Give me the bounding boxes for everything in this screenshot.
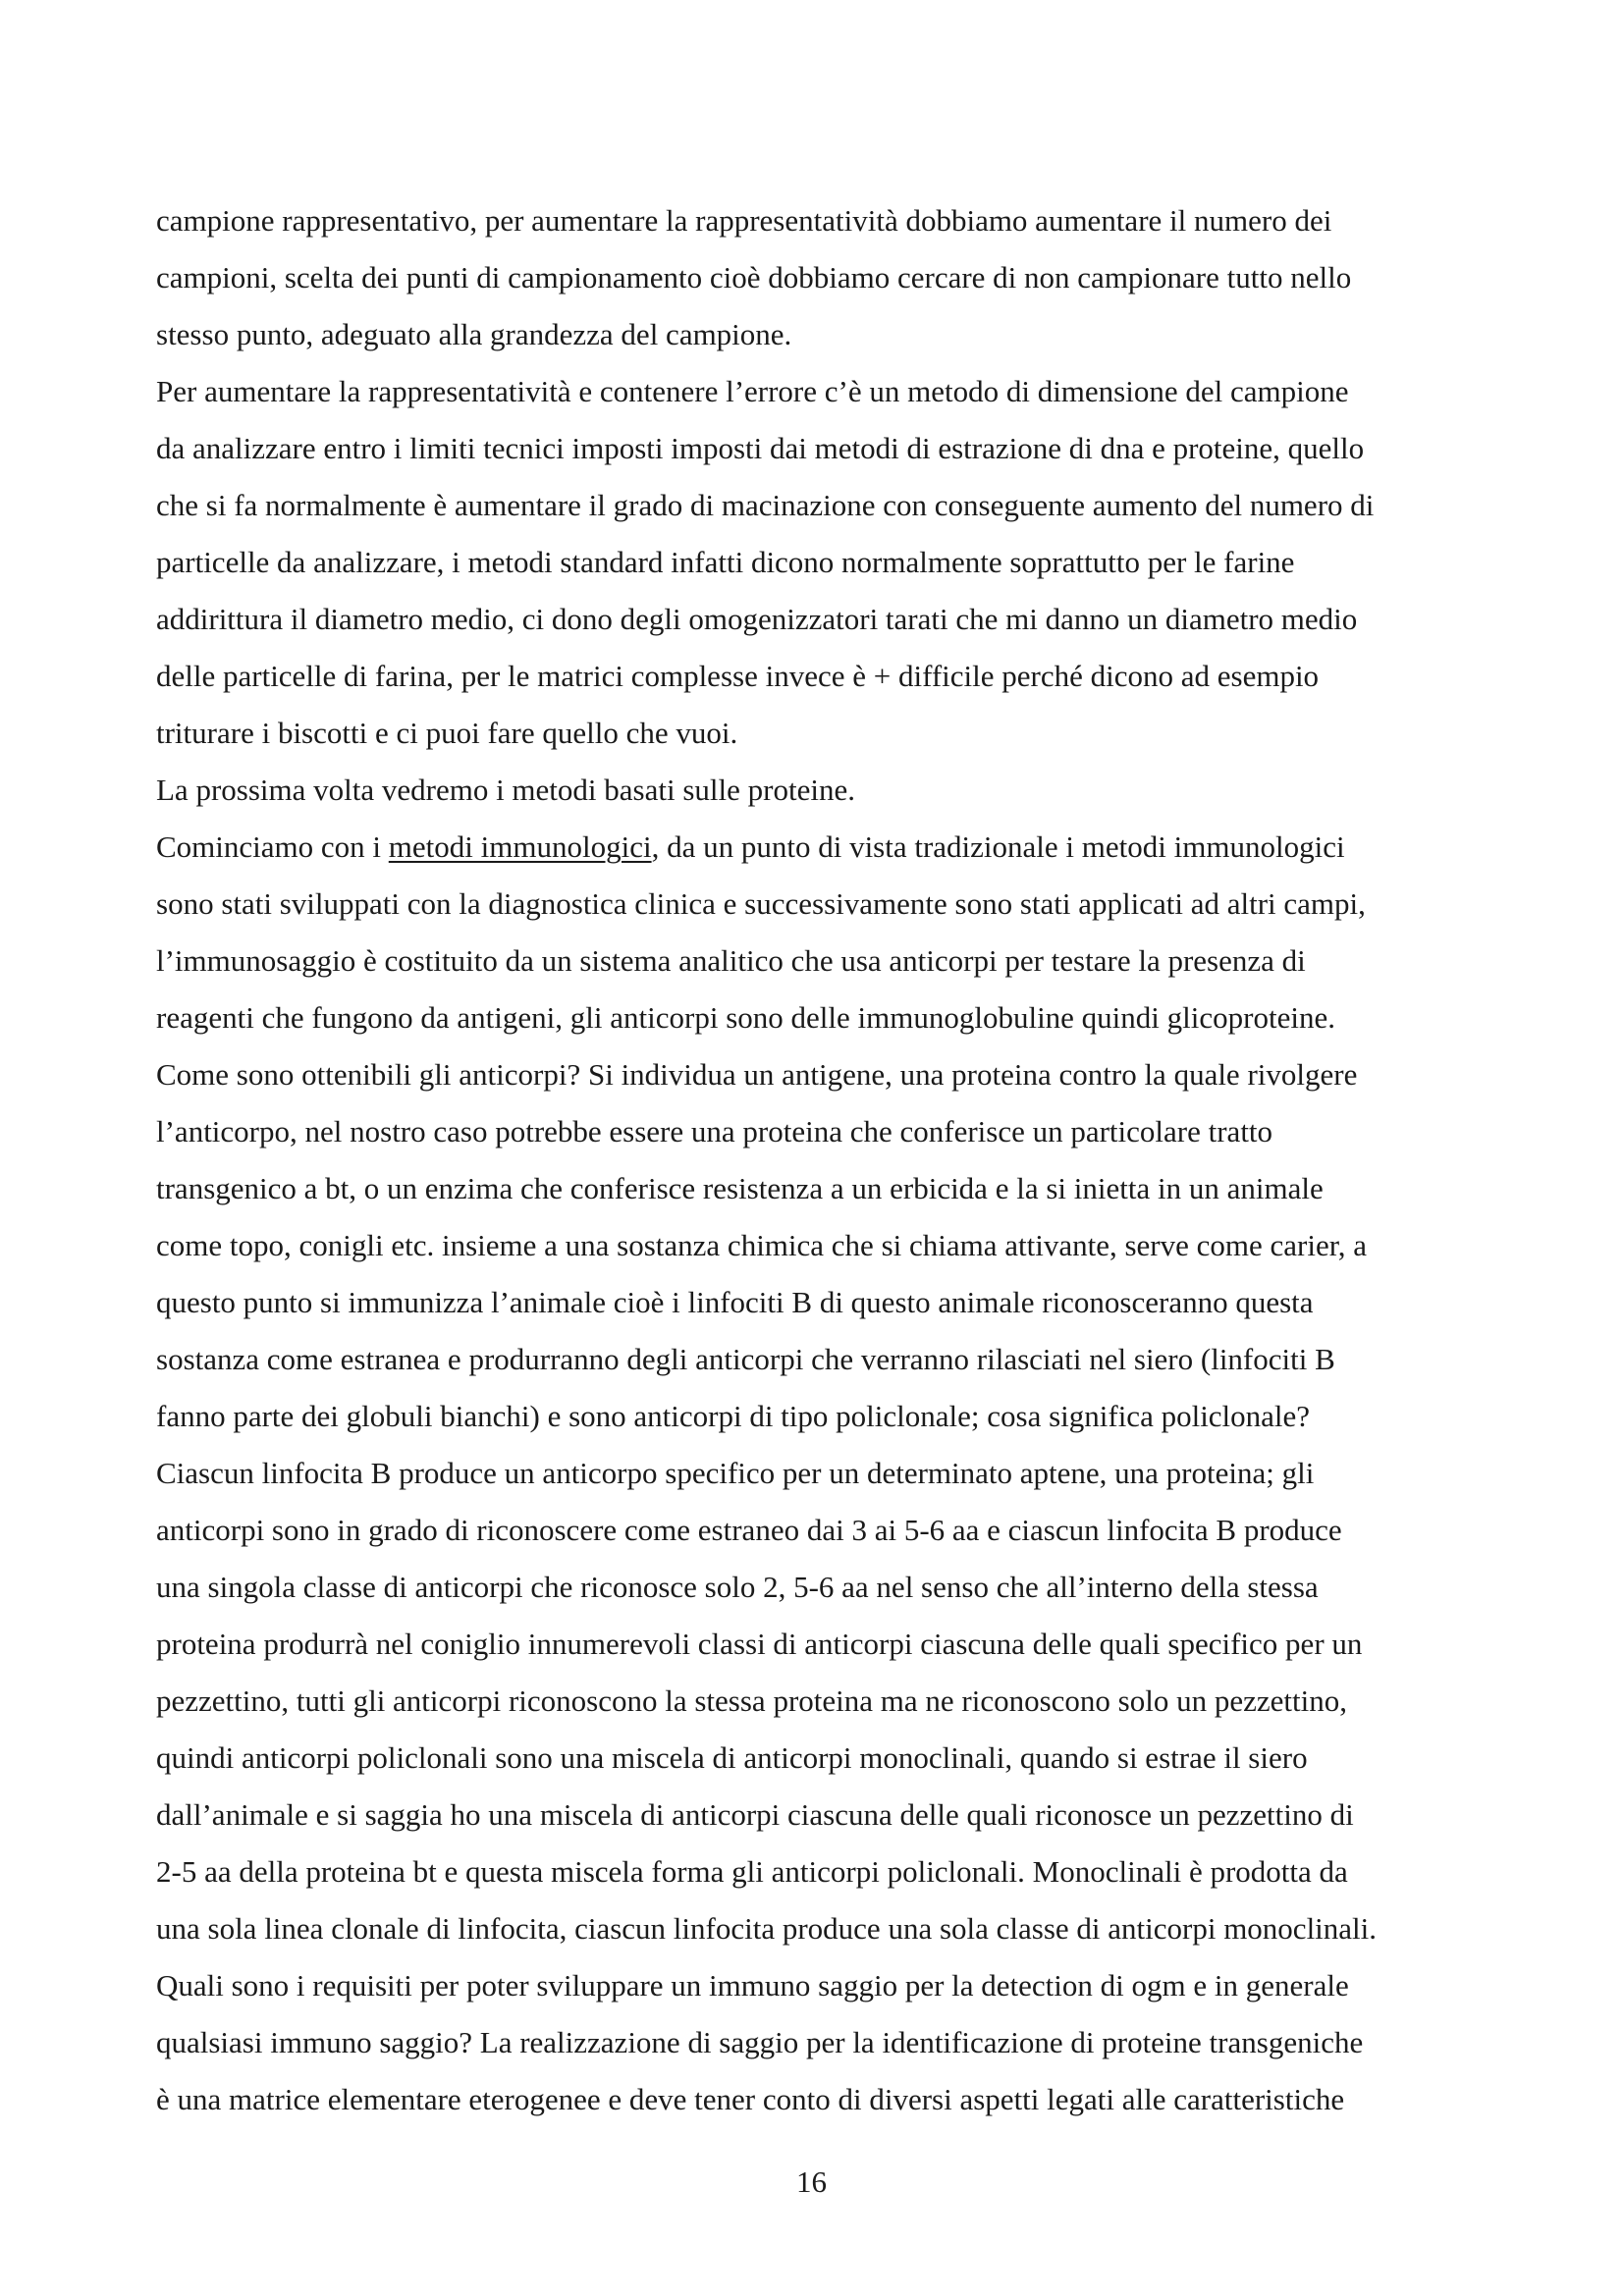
text-line: Per aumentare la rappresentatività e contenere l’errore c’è un metodo di dimensione del campione xyxy=(156,374,1349,408)
text-line: proteina produrrà nel coniglio innumerevoli classi di anticorpi ciascuna delle quali specifico per un xyxy=(156,1627,1363,1661)
text-line: addirittura il diametro medio, ci dono degli omogenizzatori tarati che mi danno un diametro medio xyxy=(156,602,1358,636)
text-line: stesso punto, adeguato alla grandezza del campione. xyxy=(156,317,792,351)
underlined-term: metodi immunologici xyxy=(388,829,652,864)
text-line: fanno parte dei globuli bianchi) e sono anticorpi di tipo policlonale; cosa significa policlonale? xyxy=(156,1399,1311,1433)
text-line: una sola linea clonale di linfocita, ciascun linfocita produce una sola classe di anticorpi monoclinali. xyxy=(156,1911,1378,1946)
text-line: come topo, conigli etc. insieme a una sostanza chimica che si chiama attivante, serve come carier, a xyxy=(156,1228,1368,1262)
body-text xyxy=(156,192,1477,2128)
text-line: è una matrice elementare eterogenee e deve tener conto di diversi aspetti legati alle caratteristiche xyxy=(156,2082,1345,2116)
text-line: sono stati sviluppati con la diagnostica clinica e successivamente sono stati applicati ad altri campi, xyxy=(156,886,1366,921)
text-line: 2-5 aa della proteina bt e questa miscela forma gli anticorpi policlonali. Monoclinali è prodotta da xyxy=(156,1854,1348,1889)
text-line: transgenico a bt, o un enzima che conferisce resistenza a un erbicida e la si inietta in un animale xyxy=(156,1171,1324,1205)
text-line: Ciascun linfocita B produce un anticorpo specifico per un determinato aptene, una proteina; gli xyxy=(156,1456,1315,1490)
text-line-immunologici xyxy=(156,819,1477,876)
text-line: anticorpi sono in grado di riconoscere come estraneo dai 3 ai 5-6 aa e ciascun linfocita B produce xyxy=(156,1513,1342,1547)
text-line: una singola classe di anticorpi che riconosce solo 2, 5-6 aa nel senso che all’interno della stessa xyxy=(156,1570,1319,1604)
text-line: l’anticorpo, nel nostro caso potrebbe essere una proteina che conferisce un particolare tratto xyxy=(156,1114,1273,1148)
text-line: da analizzare entro i limiti tecnici imposti imposti dai metodi di estrazione di dna e proteine, quello xyxy=(156,431,1365,465)
text-segment: Cominciamo con i xyxy=(156,829,389,864)
text-line: qualsiasi immuno saggio? La realizzazione di saggio per la identificazione di proteine transgeniche xyxy=(156,2025,1364,2059)
text-line: La prossima volta vedremo i metodi basati sulle proteine. xyxy=(156,773,855,807)
text-line: questo punto si immunizza l’animale cioè i linfociti B di questo animale riconosceranno questa xyxy=(156,1285,1314,1319)
text-segment: , da un punto di vista tradizionale i metodi immunologici xyxy=(651,829,1345,864)
text-line: che si fa normalmente è aumentare il grado di macinazione con conseguente aumento del numero di xyxy=(156,488,1375,522)
text-line: reagenti che fungono da antigeni, gli anticorpi sono delle immunoglobuline quindi glicoproteine. xyxy=(156,1000,1335,1035)
text-line: particelle da analizzare, i metodi standard infatti dicono normalmente soprattutto per le farine xyxy=(156,545,1295,579)
text-line: triturare i biscotti e ci puoi fare quello che vuoi. xyxy=(156,716,738,750)
text-line: pezzettino, tutti gli anticorpi riconoscono la stessa proteina ma ne riconoscono solo un pezzettino, xyxy=(156,1683,1347,1718)
text-line: Quali sono i requisiti per poter sviluppare un immuno saggio per la detection di ogm e in generale xyxy=(156,1968,1349,2002)
text-line: campione rappresentativo, per aumentare la rappresentatività dobbiamo aumentare il numero dei xyxy=(156,203,1332,238)
text-line: quindi anticorpi policlonali sono una miscela di anticorpi monoclinali, quando si estrae il siero xyxy=(156,1740,1308,1775)
text-line: sostanza come estranea e produrranno degli anticorpi che verranno rilasciati nel siero (linfociti B xyxy=(156,1342,1335,1376)
text-line: l’immunosaggio è costituito da un sistema analitico che usa anticorpi per testare la presenza di xyxy=(156,943,1306,978)
text-line: Come sono ottenibili gli anticorpi? Si individua un antigene, una proteina contro la quale rivolgere xyxy=(156,1057,1358,1092)
page-number: 16 xyxy=(796,2164,827,2199)
text-line: dall’animale e si saggia ho una miscela di anticorpi ciascuna delle quali riconosce un pezzettino di xyxy=(156,1797,1354,1832)
text-line: campioni, scelta dei punti di campionamento cioè dobbiamo cercare di non campionare tutto nello xyxy=(156,260,1352,294)
text-line: delle particelle di farina, per le matrici complesse invece è + difficile perché dicono ad esempio xyxy=(156,659,1320,693)
